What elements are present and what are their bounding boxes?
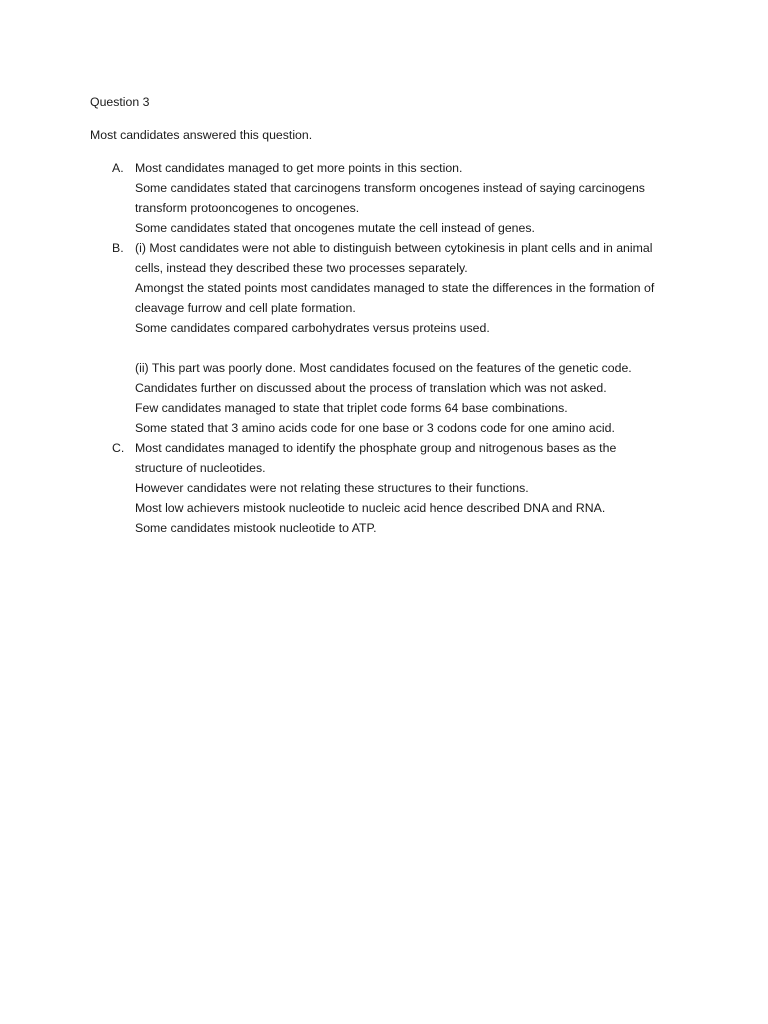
- list-item-line: cells, instead they described these two processes separately.: [135, 261, 468, 275]
- list-item-line: Candidates further on discussed about the process of translation which was not asked.: [135, 381, 607, 395]
- question-heading: Question 3: [90, 95, 150, 109]
- intro-paragraph: Most candidates answered this question.: [90, 128, 313, 142]
- list-marker: A.: [112, 161, 124, 175]
- list-item-line: Most candidates managed to get more points in this section.: [135, 161, 463, 175]
- list-item-line: (ii) This part was poorly done. Most candidates focused on the features of the genetic code.: [135, 361, 632, 375]
- list-item-a: [90, 158, 690, 238]
- list-item-c: [90, 438, 690, 538]
- list-item-line: Some candidates mistook nucleotide to ATP.: [135, 521, 377, 535]
- list-item-line: Most candidates managed to identify the phosphate group and nitrogenous bases as the: [135, 441, 617, 455]
- list-item-line: Few candidates managed to state that triplet code forms 64 base combinations.: [135, 401, 568, 415]
- list-item-line: cleavage furrow and cell plate formation.: [135, 301, 356, 315]
- list-item-line: Most low achievers mistook nucleotide to nucleic acid hence described DNA and RNA.: [135, 501, 606, 515]
- list-marker: B.: [112, 241, 124, 255]
- list-item-line: Some stated that 3 amino acids code for one base or 3 codons code for one amino acid.: [135, 421, 615, 435]
- list-item-line: However candidates were not relating these structures to their functions.: [135, 481, 529, 495]
- document-page: [90, 92, 690, 538]
- list-item-line: (i) Most candidates were not able to distinguish between cytokinesis in plant cells and in animal: [135, 241, 653, 255]
- list-item-line: Some candidates compared carbohydrates versus proteins used.: [135, 321, 490, 335]
- list-item-line: Some candidates stated that carcinogens transform oncogenes instead of saying carcinogens: [135, 181, 645, 195]
- paragraph-gap: [135, 338, 690, 358]
- list-item-line: Amongst the stated points most candidates managed to state the differences in the formation of: [135, 281, 655, 295]
- list-item-b: [90, 238, 690, 438]
- feedback-list: [90, 158, 690, 538]
- list-marker: C.: [112, 441, 125, 455]
- list-item-line: structure of nucleotides.: [135, 461, 266, 475]
- list-item-line: Some candidates stated that oncogenes mutate the cell instead of genes.: [135, 221, 535, 235]
- list-item-line: transform protooncogenes to oncogenes.: [135, 201, 360, 215]
